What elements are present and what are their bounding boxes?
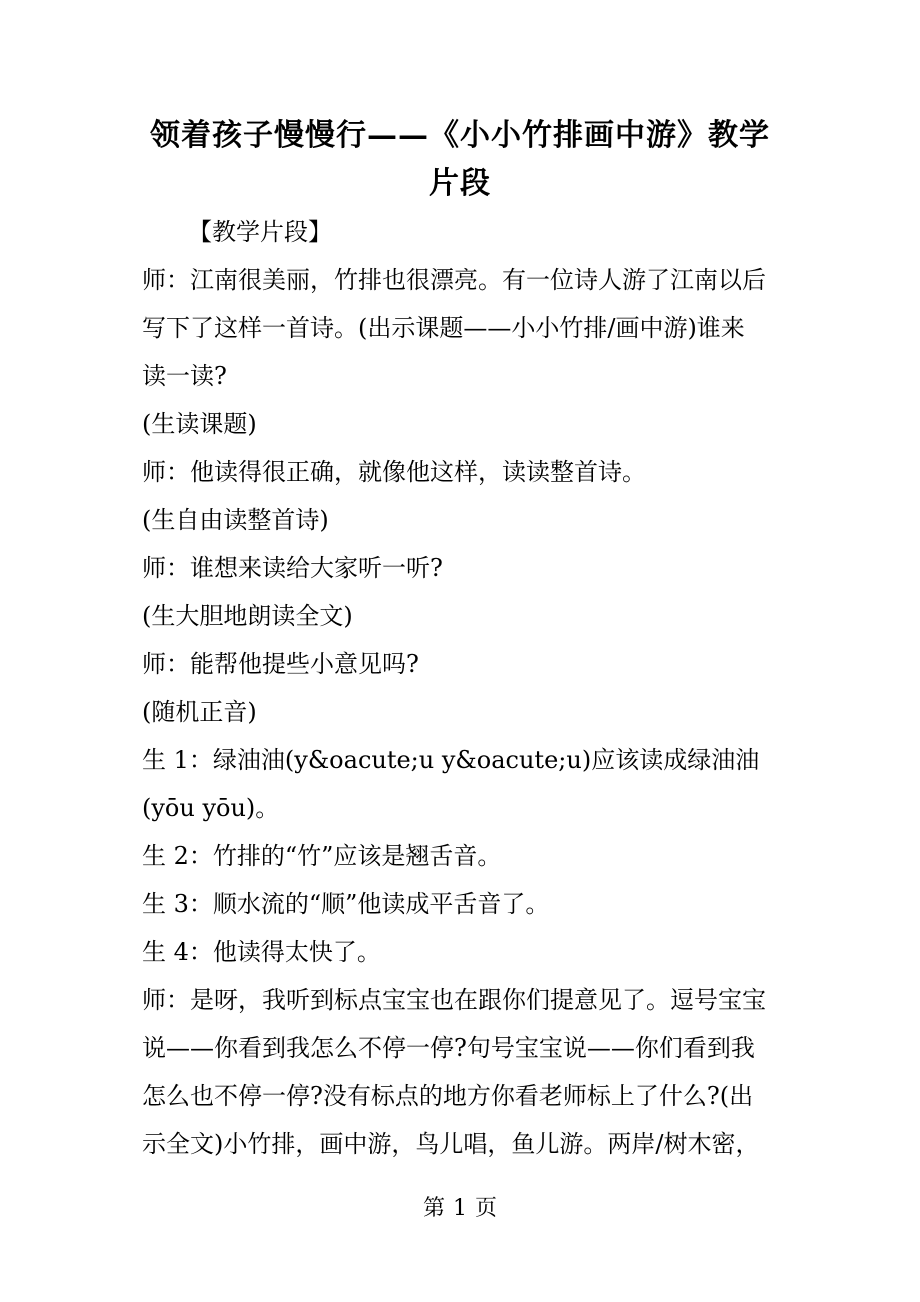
- body-line: 生 2：竹排的“竹”应该是翘舌音。: [142, 842, 502, 870]
- body-line: 生 4：他读得太快了。: [142, 938, 381, 966]
- body-line: 生 3：顺水流的“顺”他读成平舌音了。: [142, 890, 550, 918]
- body-line: 说——你看到我怎么不停一停?句号宝宝说——你们看到我: [142, 1034, 755, 1062]
- body-line: 示全文)小竹排，画中游，鸟儿唱，鱼儿游。两岸/树木密，: [142, 1130, 760, 1158]
- body-line: 生 1：绿油油(y&oacute;u y&oacute;u)应该读成绿油油: [142, 746, 760, 774]
- body-line: 师：谁想来读给大家听一听?: [142, 554, 443, 582]
- document-title-line-1: 领着孩子慢慢行——《小小竹排画中游》教学: [150, 118, 770, 153]
- document-title-line-2: 片段: [429, 166, 491, 201]
- body-line: (生自由读整首诗): [142, 506, 329, 534]
- body-line: 怎么也不停一停?没有标点的地方你看老师标上了什么?(出: [142, 1082, 754, 1110]
- body-line: 读一读?: [142, 362, 227, 390]
- body-line: 师：是呀，我听到标点宝宝也在跟你们提意见了。逗号宝宝: [142, 986, 766, 1014]
- footer-prefix: 第: [422, 1196, 445, 1221]
- body-line: (yōu yōu)。: [142, 794, 280, 822]
- body-line: (生读课题): [142, 410, 257, 438]
- body-line: (随机正音): [142, 698, 257, 726]
- body-line: 师：江南很美丽，竹排也很漂亮。有一位诗人游了江南以后: [142, 266, 766, 294]
- body-line: (生大胆地朗读全文): [142, 602, 353, 630]
- body-line: 师：能帮他提些小意见吗?: [142, 650, 419, 678]
- body-line: 师：他读得很正确，就像他这样，读读整首诗。: [142, 458, 646, 486]
- section-heading: 【教学片段】: [188, 218, 332, 246]
- footer-suffix: 页: [475, 1196, 498, 1221]
- body-line: 写下了这样一首诗。(出示课题——小小竹排/画中游)谁来: [142, 314, 745, 342]
- page-footer: [0, 1194, 920, 1224]
- page-number: 1: [453, 1196, 467, 1221]
